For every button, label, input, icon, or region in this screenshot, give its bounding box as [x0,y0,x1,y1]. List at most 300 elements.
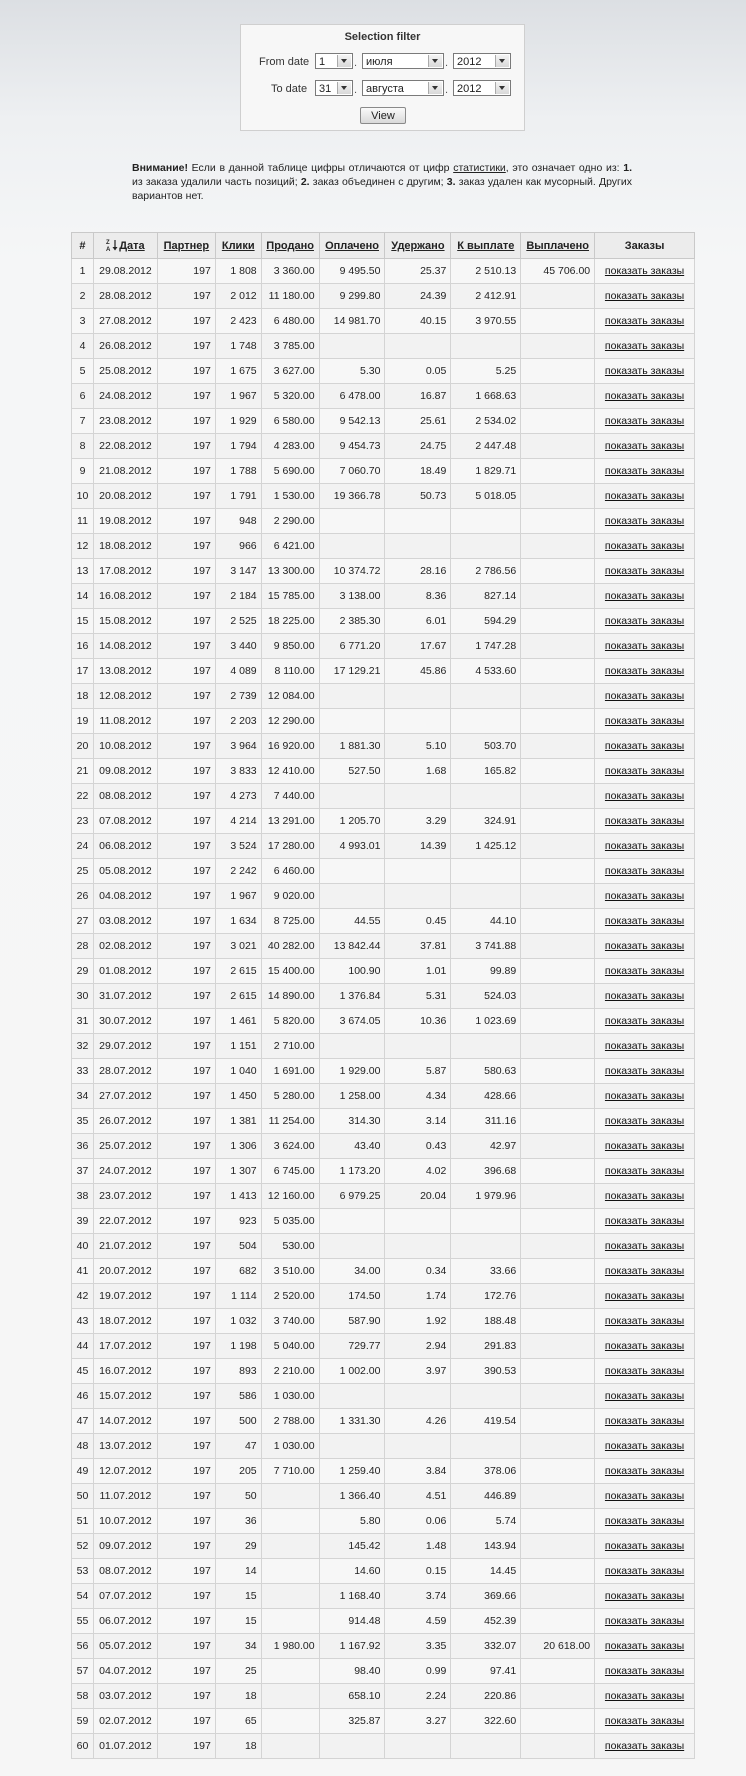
show-orders-link[interactable]: показать заказы [595,1384,695,1409]
cell-clicks: 29 [215,1534,261,1559]
cell-withheld: 10.36 [385,1009,451,1034]
cell-num: 50 [72,1484,94,1509]
show-orders-link[interactable]: показать заказы [595,1709,695,1734]
cell-sold: 6 460.00 [261,859,319,884]
cell-num: 44 [72,1334,94,1359]
cell-to-pay: 827.14 [451,584,521,609]
show-orders-link[interactable]: показать заказы [595,1559,695,1584]
cell-to-pay: 594.29 [451,609,521,634]
statistics-link[interactable]: статистики [453,162,506,174]
show-orders-link[interactable]: показать заказы [595,809,695,834]
cell-paid: 3 674.05 [319,1009,385,1034]
cell-to-pay: 1 979.96 [451,1184,521,1209]
show-orders-link[interactable]: показать заказы [595,734,695,759]
selection-filter-panel [240,24,525,131]
show-orders-link[interactable]: показать заказы [595,259,695,284]
cell-paid-out [521,1584,595,1609]
cell-paid: 6 979.25 [319,1184,385,1209]
cell-clicks: 3 147 [215,559,261,584]
cell-num: 6 [72,384,94,409]
cell-to-pay [451,1734,521,1759]
cell-num: 47 [72,1409,94,1434]
cell-to-pay [451,334,521,359]
cell-withheld [385,884,451,909]
col-header-to-pay[interactable] [451,233,521,259]
show-orders-link[interactable]: показать заказы [595,1509,695,1534]
cell-withheld: 1.01 [385,959,451,984]
show-orders-link[interactable]: показать заказы [595,1209,695,1234]
cell-clicks: 15 [215,1584,261,1609]
cell-date: 10.08.2012 [93,734,157,759]
cell-withheld: 50.73 [385,484,451,509]
cell-sold: 7 710.00 [261,1459,319,1484]
cell-paid: 1 168.40 [319,1584,385,1609]
cell-sold: 4 283.00 [261,434,319,459]
show-orders-link[interactable]: показать заказы [595,509,695,534]
cell-sold: 13 291.00 [261,809,319,834]
show-orders-link[interactable]: показать заказы [595,1059,695,1084]
show-orders-link[interactable]: показать заказы [595,1034,695,1059]
from-day-select[interactable] [315,53,353,69]
show-orders-link[interactable]: показать заказы [595,384,695,409]
cell-sold: 3 785.00 [261,334,319,359]
col-header-partner[interactable] [157,233,215,259]
show-orders-link[interactable]: показать заказы [595,659,695,684]
cell-num: 34 [72,1084,94,1109]
cell-num: 15 [72,609,94,634]
cell-paid-out [521,1709,595,1734]
cell-to-pay: 220.86 [451,1684,521,1709]
show-orders-link[interactable]: показать заказы [595,1009,695,1034]
cell-clicks: 2 615 [215,984,261,1009]
cell-partner: 197 [157,509,215,534]
cell-sold: 12 084.00 [261,684,319,709]
cell-paid: 19 366.78 [319,484,385,509]
cell-date: 04.07.2012 [93,1659,157,1684]
cell-date: 21.08.2012 [93,459,157,484]
table-row [72,1009,695,1034]
col-header-to-pay-label[interactable]: К выплате [457,239,515,252]
cell-partner: 197 [157,459,215,484]
table-row [72,1534,695,1559]
table-row [72,1734,695,1759]
cell-withheld: 24.39 [385,284,451,309]
cell-partner: 197 [157,1359,215,1384]
show-orders-link[interactable]: показать заказы [595,1534,695,1559]
show-orders-link[interactable]: показать заказы [595,1184,695,1209]
cell-paid: 4 993.01 [319,834,385,859]
cell-withheld [385,509,451,534]
cell-paid-out [521,809,595,834]
cell-paid-out [521,884,595,909]
show-orders-link[interactable]: показать заказы [595,684,695,709]
cell-paid-out [521,1559,595,1584]
table-row [72,1634,695,1659]
cell-date: 06.08.2012 [93,834,157,859]
cell-withheld: 3.27 [385,1709,451,1734]
cell-to-pay: 580.63 [451,1059,521,1084]
show-orders-link[interactable]: показать заказы [595,1359,695,1384]
cell-to-pay: 2 447.48 [451,434,521,459]
show-orders-link[interactable]: показать заказы [595,1484,695,1509]
show-orders-link[interactable]: показать заказы [595,859,695,884]
cell-to-pay: 2 534.02 [451,409,521,434]
cell-withheld: 1.92 [385,1309,451,1334]
col-header-paid-out-label[interactable]: Выплачено [526,239,590,252]
col-header-sold-label[interactable]: Продано [266,239,314,252]
cell-date: 27.07.2012 [93,1084,157,1109]
cell-partner: 197 [157,359,215,384]
cell-sold [261,1659,319,1684]
cell-num: 35 [72,1109,94,1134]
cell-partner: 197 [157,1234,215,1259]
cell-paid-out [521,1684,595,1709]
cell-withheld: 28.16 [385,559,451,584]
cell-sold: 5 280.00 [261,1084,319,1109]
from-month-select[interactable] [362,53,444,69]
cell-clicks: 2 525 [215,609,261,634]
show-orders-link[interactable]: показать заказы [595,709,695,734]
cell-clicks: 2 423 [215,309,261,334]
cell-num: 43 [72,1309,94,1334]
show-orders-link[interactable]: показать заказы [595,909,695,934]
cell-paid-out [521,1209,595,1234]
to-date-row [241,80,524,98]
cell-date: 22.08.2012 [93,434,157,459]
show-orders-link[interactable]: показать заказы [595,1584,695,1609]
cell-paid-out [521,359,595,384]
cell-num: 4 [72,334,94,359]
cell-paid-out [521,609,595,634]
cell-paid-out [521,1384,595,1409]
cell-num: 12 [72,534,94,559]
to-year-select[interactable] [453,80,511,96]
cell-paid: 314.30 [319,1109,385,1134]
cell-paid-out [521,1734,595,1759]
show-orders-link[interactable]: показать заказы [595,284,695,309]
cell-paid-out [521,1609,595,1634]
cell-paid: 43.40 [319,1134,385,1159]
table-row [72,1309,695,1334]
cell-num: 27 [72,909,94,934]
table-header-row [72,233,695,259]
cell-date: 09.08.2012 [93,759,157,784]
show-orders-link[interactable]: показать заказы [595,1734,695,1759]
cell-paid: 174.50 [319,1284,385,1309]
show-orders-link[interactable]: показать заказы [595,1434,695,1459]
to-month-select[interactable] [362,80,444,96]
show-orders-link[interactable]: показать заказы [595,1084,695,1109]
cell-date: 25.08.2012 [93,359,157,384]
col-header-partner-label[interactable]: Партнер [163,239,210,252]
cell-withheld: 0.45 [385,909,451,934]
show-orders-link[interactable]: показать заказы [595,984,695,1009]
cell-withheld: 2.94 [385,1334,451,1359]
cell-num: 32 [72,1034,94,1059]
from-date-label: From date [259,56,310,68]
cell-date: 17.07.2012 [93,1334,157,1359]
cell-date: 08.08.2012 [93,784,157,809]
cell-partner: 197 [157,609,215,634]
cell-sold: 2 520.00 [261,1284,319,1309]
table-row [72,1684,695,1709]
cell-to-pay: 503.70 [451,734,521,759]
cell-partner: 197 [157,559,215,584]
cell-num: 18 [72,684,94,709]
cell-to-pay [451,1434,521,1459]
cell-partner: 197 [157,1209,215,1234]
cell-to-pay: 2 412.91 [451,284,521,309]
show-orders-link[interactable]: показать заказы [595,609,695,634]
show-orders-link[interactable]: показать заказы [595,434,695,459]
cell-withheld [385,1734,451,1759]
cell-clicks: 1 040 [215,1059,261,1084]
cell-num: 22 [72,784,94,809]
cell-clicks: 2 184 [215,584,261,609]
cell-paid: 14 981.70 [319,309,385,334]
cell-withheld: 3.35 [385,1634,451,1659]
sort-za-icon[interactable] [106,239,118,251]
show-orders-link[interactable]: показать заказы [595,1334,695,1359]
show-orders-link[interactable]: показать заказы [595,759,695,784]
cell-paid: 13 842.44 [319,934,385,959]
col-header-date[interactable] [93,233,157,259]
show-orders-link[interactable]: показать заказы [595,834,695,859]
cell-paid-out: 45 706.00 [521,259,595,284]
cell-partner: 197 [157,534,215,559]
col-header-paid-out[interactable] [521,233,595,259]
show-orders-link[interactable]: показать заказы [595,1234,695,1259]
table-row [72,609,695,634]
cell-paid-out [521,334,595,359]
cell-clicks: 4 214 [215,809,261,834]
separator: . [445,84,449,96]
cell-num: 41 [72,1259,94,1284]
cell-num: 2 [72,284,94,309]
table-row [72,334,695,359]
col-header-paid[interactable] [319,233,385,259]
cell-clicks: 2 242 [215,859,261,884]
cell-num: 8 [72,434,94,459]
show-orders-link[interactable]: показать заказы [595,934,695,959]
cell-paid: 1 331.30 [319,1409,385,1434]
cell-date: 15.07.2012 [93,1384,157,1409]
cell-clicks: 1 198 [215,1334,261,1359]
cell-sold: 3 624.00 [261,1134,319,1159]
cell-to-pay [451,1234,521,1259]
cell-paid-out [521,434,595,459]
cell-paid-out [521,1059,595,1084]
show-orders-link[interactable]: показать заказы [595,1409,695,1434]
cell-clicks: 3 440 [215,634,261,659]
cell-date: 05.08.2012 [93,859,157,884]
table-row [72,1359,695,1384]
cell-sold: 5 035.00 [261,1209,319,1234]
table-row [72,509,695,534]
col-header-sold[interactable] [261,233,319,259]
cell-partner: 197 [157,734,215,759]
cell-partner: 197 [157,809,215,834]
filter-title: Selection filter [344,31,421,43]
cell-partner: 197 [157,1684,215,1709]
cell-num: 10 [72,484,94,509]
cell-sold: 6 480.00 [261,309,319,334]
show-orders-link[interactable]: показать заказы [595,1684,695,1709]
col-header-withheld[interactable] [385,233,451,259]
cell-paid-out [521,1034,595,1059]
cell-withheld: 0.43 [385,1134,451,1159]
show-orders-link[interactable]: показать заказы [595,309,695,334]
cell-partner: 197 [157,1434,215,1459]
to-date-label: To date [271,83,308,95]
show-orders-link[interactable]: показать заказы [595,359,695,384]
cell-paid [319,509,385,534]
table-row [72,1384,695,1409]
col-header-clicks-label[interactable]: Клики [221,239,255,252]
cell-partner: 197 [157,1634,215,1659]
show-orders-link[interactable]: показать заказы [595,534,695,559]
cell-withheld: 4.34 [385,1084,451,1109]
col-header-paid-label[interactable]: Оплачено [325,239,379,252]
cell-clicks: 1 306 [215,1134,261,1159]
cell-paid-out [521,484,595,509]
cell-paid: 100.90 [319,959,385,984]
cell-withheld [385,859,451,884]
cell-withheld: 20.04 [385,1184,451,1209]
table-row [72,1459,695,1484]
cell-sold: 1 030.00 [261,1384,319,1409]
show-orders-link[interactable]: показать заказы [595,459,695,484]
cell-paid-out [521,984,595,1009]
cell-date: 16.07.2012 [93,1359,157,1384]
cell-paid-out [521,684,595,709]
cell-num: 31 [72,1009,94,1034]
cell-withheld: 2.24 [385,1684,451,1709]
cell-sold: 3 360.00 [261,259,319,284]
to-day-select[interactable] [315,80,353,96]
cell-date: 01.07.2012 [93,1734,157,1759]
cell-num: 59 [72,1709,94,1734]
show-orders-link[interactable]: показать заказы [595,1309,695,1334]
view-button[interactable]: View [360,107,406,124]
cell-withheld: 17.67 [385,634,451,659]
cell-sold: 3 740.00 [261,1309,319,1334]
cell-partner: 197 [157,834,215,859]
cell-paid-out: 20 618.00 [521,1634,595,1659]
col-header-withheld-label[interactable]: Удержано [391,239,445,252]
cell-partner: 197 [157,1559,215,1584]
cell-paid: 914.48 [319,1609,385,1634]
cell-sold: 5 040.00 [261,1334,319,1359]
cell-paid [319,684,385,709]
cell-partner: 197 [157,1084,215,1109]
show-orders-link[interactable]: показать заказы [595,1459,695,1484]
col-header-orders: Заказы [595,233,695,259]
cell-date: 13.08.2012 [93,659,157,684]
from-year-select[interactable] [453,53,511,69]
cell-partner: 197 [157,1534,215,1559]
cell-date: 28.08.2012 [93,284,157,309]
show-orders-link[interactable]: показать заказы [595,884,695,909]
show-orders-link[interactable]: показать заказы [595,1609,695,1634]
show-orders-link[interactable]: показать заказы [595,1284,695,1309]
show-orders-link[interactable]: показать заказы [595,484,695,509]
cell-sold: 6 421.00 [261,534,319,559]
cell-clicks: 1 808 [215,259,261,284]
cell-date: 07.08.2012 [93,809,157,834]
cell-clicks: 15 [215,1609,261,1634]
show-orders-link[interactable]: показать заказы [595,409,695,434]
table-row [72,584,695,609]
cell-withheld [385,684,451,709]
show-orders-link[interactable]: показать заказы [595,634,695,659]
show-orders-link[interactable]: показать заказы [595,784,695,809]
cell-num: 46 [72,1384,94,1409]
cell-date: 20.07.2012 [93,1259,157,1284]
show-orders-link[interactable]: показать заказы [595,1659,695,1684]
show-orders-link[interactable]: показать заказы [595,1134,695,1159]
cell-partner: 197 [157,959,215,984]
cell-paid: 44.55 [319,909,385,934]
table-row [72,359,695,384]
cell-to-pay: 1 425.12 [451,834,521,859]
cell-date: 21.07.2012 [93,1234,157,1259]
cell-num: 48 [72,1434,94,1459]
cell-paid: 325.87 [319,1709,385,1734]
chevron-down-icon [337,82,351,94]
cell-clicks: 1 307 [215,1159,261,1184]
show-orders-link[interactable]: показать заказы [595,584,695,609]
cell-withheld [385,334,451,359]
col-header-clicks[interactable] [215,233,261,259]
cell-clicks: 1 450 [215,1084,261,1109]
cell-sold [261,1484,319,1509]
cell-paid-out [521,384,595,409]
cell-num: 55 [72,1609,94,1634]
table-row [72,709,695,734]
show-orders-link[interactable]: показать заказы [595,1159,695,1184]
cell-date: 28.07.2012 [93,1059,157,1084]
cell-clicks: 504 [215,1234,261,1259]
show-orders-link[interactable]: показать заказы [595,959,695,984]
cell-paid: 98.40 [319,1659,385,1684]
cell-to-pay [451,1034,521,1059]
show-orders-link[interactable]: показать заказы [595,559,695,584]
show-orders-link[interactable]: показать заказы [595,1634,695,1659]
cell-to-pay: 3 741.88 [451,934,521,959]
cell-to-pay: 1 747.28 [451,634,521,659]
notice-part: Если в данной таблице цифры отличаются от цифр [187,162,454,174]
notice-number: 2. [300,176,310,188]
cell-paid-out [521,634,595,659]
show-orders-link[interactable]: показать заказы [595,334,695,359]
col-header-date-label[interactable]: Дата [119,240,145,252]
cell-withheld: 0.99 [385,1659,451,1684]
cell-to-pay: 1 668.63 [451,384,521,409]
table-row [72,884,695,909]
show-orders-link[interactable]: показать заказы [595,1109,695,1134]
cell-partner: 197 [157,1284,215,1309]
cell-to-pay: 44.10 [451,909,521,934]
cell-date: 29.08.2012 [93,259,157,284]
cell-sold: 12 290.00 [261,709,319,734]
show-orders-link[interactable]: показать заказы [595,1259,695,1284]
cell-withheld: 14.39 [385,834,451,859]
cell-date: 29.07.2012 [93,1034,157,1059]
cell-paid: 9 542.13 [319,409,385,434]
cell-paid-out [521,1409,595,1434]
cell-paid: 1 376.84 [319,984,385,1009]
